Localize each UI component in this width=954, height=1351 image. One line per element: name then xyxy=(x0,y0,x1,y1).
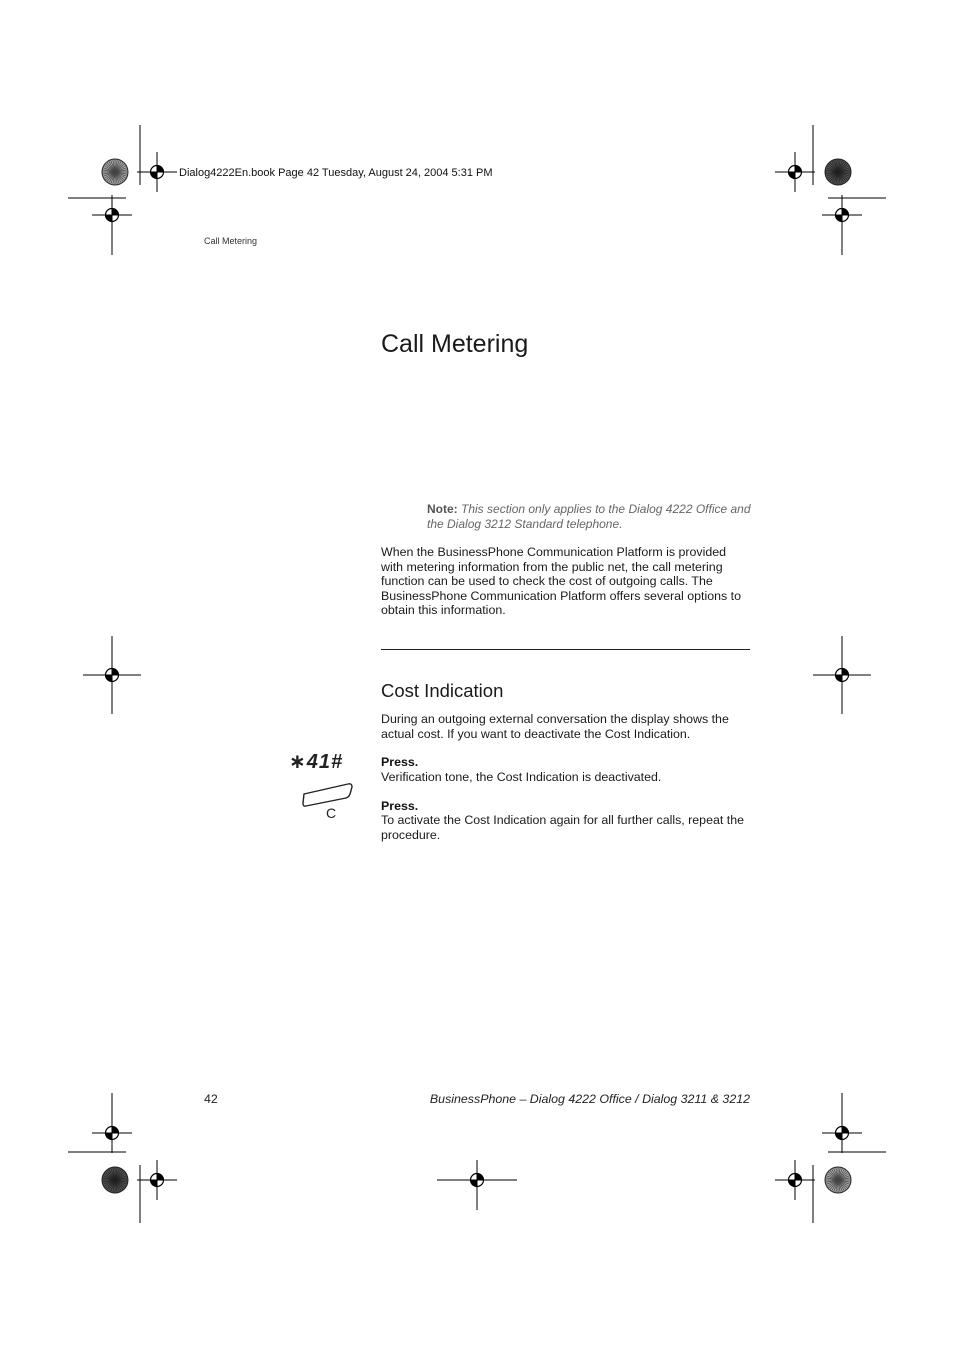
registration-target xyxy=(92,1113,132,1153)
registration-target xyxy=(775,152,815,192)
registration-target xyxy=(83,646,141,704)
step-2-label: Press. xyxy=(381,799,419,813)
note-text: This section only applies to the Dialog 4222 Office and the Dialog 3212 Standard telephone. xyxy=(427,502,751,531)
registration-target xyxy=(137,1160,177,1200)
color-starburst xyxy=(102,1167,128,1193)
footer-title: BusinessPhone – Dialog 4222 Office / Dialog 3211 & 3212 xyxy=(429,1092,750,1106)
step-1-label: Press. xyxy=(381,755,419,769)
color-starburst xyxy=(102,159,128,185)
registration-target xyxy=(137,152,177,192)
page-title: Call Metering xyxy=(381,330,529,358)
registration-target xyxy=(822,1113,862,1153)
note-label: Note: xyxy=(427,502,458,516)
registration-target xyxy=(813,646,871,704)
clear-key-letter: C xyxy=(326,805,337,821)
registration-target xyxy=(92,195,132,235)
registration-target xyxy=(775,1160,815,1200)
running-head: Call Metering xyxy=(204,236,258,246)
key-code: ∗41# xyxy=(289,751,344,773)
intro-paragraph: When the BusinessPhone Communication Platform is provided with metering information from the public net, the call metering function can be used to check the cost of outgoing calls. The BusinessPhone Communication Platform offers several options to obtain this information. xyxy=(381,545,741,618)
registration-target xyxy=(822,195,862,235)
color-starburst xyxy=(825,1167,851,1193)
page-number: 42 xyxy=(204,1092,218,1106)
note-block xyxy=(427,502,757,531)
section-description: During an outgoing external conversation the display shows the actual cost. If you want to deactivate the Cost Indication. xyxy=(381,712,729,741)
section-title: Cost Indication xyxy=(381,680,504,701)
step-2-text: To activate the Cost Indication again for all further calls, repeat the procedure. xyxy=(381,813,744,842)
section-divider xyxy=(381,649,750,650)
book-file-line: Dialog4222En.book Page 42 Tuesday, August 24, 2004 5:31 PM xyxy=(179,167,493,179)
step-1-text: Verification tone, the Cost Indication is deactivated. xyxy=(381,770,662,784)
color-starburst xyxy=(825,159,851,185)
